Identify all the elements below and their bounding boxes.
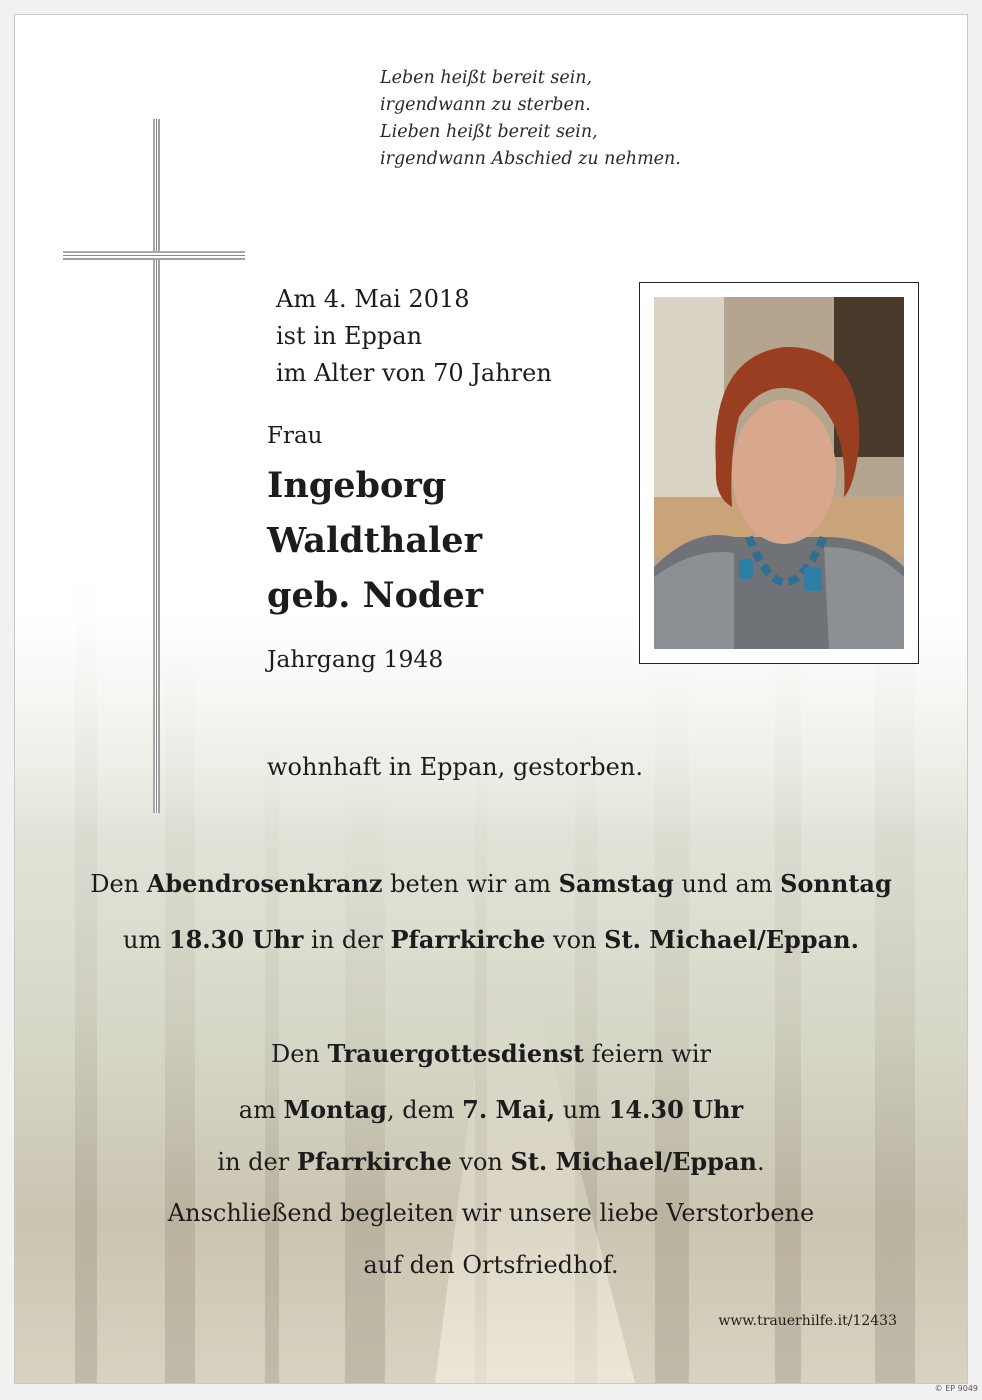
obituary-sheet [14, 14, 968, 1384]
quote-line: Leben heißt bereit sein, [380, 68, 593, 88]
text: Den [270, 1040, 328, 1068]
funeral-parish: St. Michael/Eppan [510, 1147, 757, 1176]
text: und am [673, 870, 781, 898]
cross-icon [153, 119, 160, 813]
funeral-time: 14.30 Uhr [608, 1095, 744, 1124]
text: von [451, 1148, 511, 1176]
rosary-line-2 [15, 925, 967, 954]
funeral-line-1 [15, 1039, 967, 1068]
text: in der [217, 1148, 297, 1176]
text: , dem [386, 1096, 463, 1124]
funeral-line-2 [15, 1095, 967, 1124]
funeral-date: 7. Mai, [462, 1095, 556, 1124]
text: beten wir am [382, 870, 559, 898]
text: von [545, 926, 605, 954]
last-name: Waldthaler [267, 520, 483, 561]
quote-line: irgendwann Abschied zu nehmen. [380, 149, 681, 169]
rosary-day-sunday: Sonntag [780, 869, 892, 898]
text: am [238, 1096, 284, 1124]
text: um [555, 1096, 609, 1124]
funeral-day: Montag [283, 1095, 387, 1124]
funeral-line-3 [15, 1147, 967, 1176]
text: in der [303, 926, 391, 954]
rosary-day-saturday: Samstag [558, 869, 674, 898]
maiden-name: geb. Noder [267, 575, 484, 616]
document-code: © EP 9049 [934, 1384, 978, 1393]
portrait-photo [654, 297, 904, 649]
residence-line: wohnhaft in Eppan, gestorben. [267, 753, 643, 781]
intro-line: im Alter von 70 Jahren [276, 359, 552, 387]
intro-line: Am 4. Mai 2018 [276, 285, 470, 313]
text: Den [90, 870, 147, 898]
rosary-place: Pfarrkirche [390, 925, 546, 954]
first-name: Ingeborg [267, 465, 447, 506]
website-link[interactable]: www.trauerhilfe.it/12433 [718, 1313, 897, 1329]
funeral-service-label: Trauergottesdienst [327, 1039, 585, 1068]
rosary-label: Abendrosenkranz [146, 869, 383, 898]
text: um [123, 926, 169, 954]
rosary-parish: St. Michael/Eppan. [604, 925, 859, 954]
text: . [756, 1148, 765, 1176]
text: feiern wir [584, 1040, 711, 1068]
funeral-line-5: auf den Ortsfriedhof. [363, 1251, 619, 1279]
memorial-quote [380, 65, 681, 173]
death-announcement [276, 281, 552, 392]
funeral-place: Pfarrkirche [296, 1147, 452, 1176]
rosary-time: 18.30 Uhr [168, 925, 304, 954]
cross-icon-beam [63, 251, 245, 260]
birth-year: Jahrgang 1948 [267, 645, 444, 673]
salutation: Frau [267, 423, 323, 449]
quote-line: irgendwann zu sterben. [380, 95, 591, 115]
deceased-name [267, 458, 483, 623]
rosary-line-1 [15, 869, 967, 898]
portrait-frame [639, 282, 919, 664]
funeral-line-4: Anschließend begleiten wir unsere liebe Verstorbene [167, 1199, 815, 1227]
quote-line: Lieben heißt bereit sein, [380, 122, 598, 142]
intro-line: ist in Eppan [276, 322, 423, 350]
